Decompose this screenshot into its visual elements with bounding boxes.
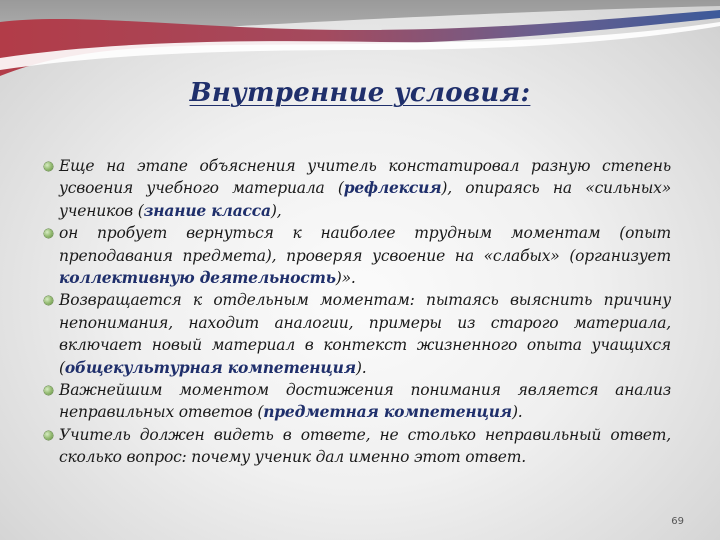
decorative-banner	[0, 0, 720, 90]
item-text: ),	[270, 201, 282, 220]
item-text: ), опираясь на «сильных» учеников (	[59, 179, 672, 220]
bullet-icon	[44, 162, 53, 171]
item-text: Важнейшим моментом достижения понимания является анализ неправильных ответов (	[59, 381, 671, 422]
bullet-icon	[44, 386, 53, 395]
bullet-icon	[44, 229, 53, 238]
item-text: )».	[335, 269, 356, 288]
list-item	[44, 379, 671, 424]
item-text: ).	[511, 403, 523, 422]
highlight-term: рефлексия	[343, 178, 442, 198]
item-text: Еще на этапе объяснения учитель констатировал разную степень усвоения учебного материала (	[59, 157, 671, 198]
page-number: 69	[671, 516, 684, 527]
list-item	[44, 155, 671, 222]
item-text: он пробует вернуться к наиболее трудным моментам (опыт преподавания предмета), проверяя усвоение на «слабых» (организует	[59, 224, 671, 265]
item-text: ).	[355, 358, 367, 377]
highlight-term: коллективную деятельность	[59, 268, 336, 288]
bullet-icon	[44, 431, 53, 440]
slide-title: Внутренние условия:	[189, 78, 531, 108]
item-text: Учитель должен видеть в ответе, не столько неправильный ответ, сколько вопрос: почему ученик дал именно этот ответ.	[59, 425, 671, 467]
highlight-term: общекультурная компетенция	[64, 357, 356, 377]
list-item	[44, 222, 671, 289]
bullet-icon	[44, 296, 53, 305]
list-item	[44, 424, 671, 469]
highlight-term: знание класса	[143, 200, 271, 220]
list-item	[44, 289, 671, 379]
highlight-term: предметная компетенция	[263, 402, 512, 422]
bullet-list	[44, 155, 671, 469]
item-text: Возвращается к отдельным моментам: пытаясь выяснить причину непонимания, находит аналогии, примеры из старого материала, включает новый материал в контекст жизненного опыта учащихся (	[59, 291, 671, 377]
